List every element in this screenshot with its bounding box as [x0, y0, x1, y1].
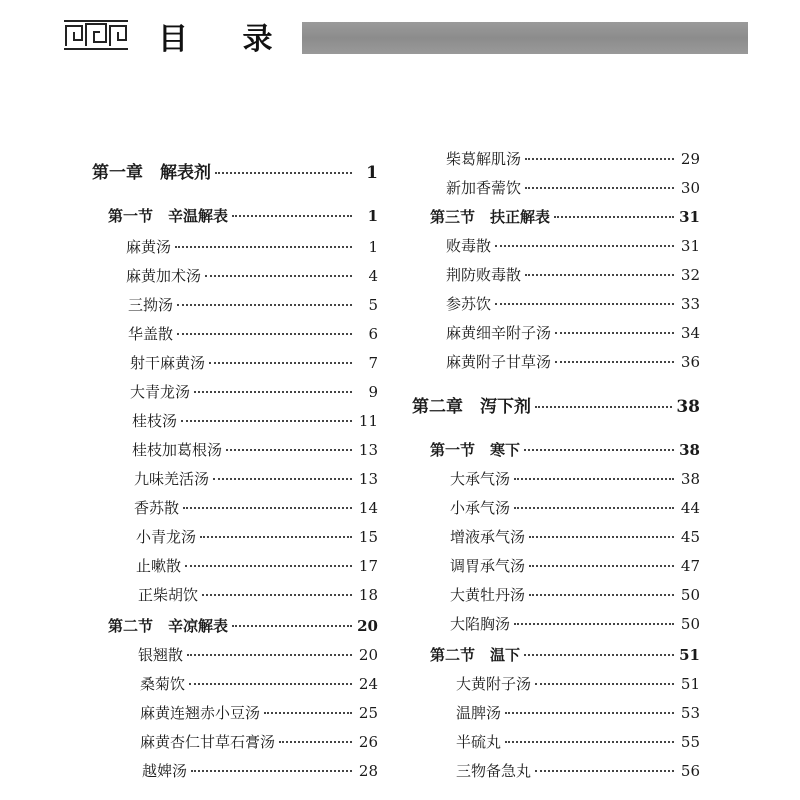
toc-item[interactable]: [456, 733, 700, 751]
toc-entry-page-number: 1: [366, 163, 378, 183]
toc-chapter[interactable]: [92, 164, 378, 182]
dot-leader: [554, 215, 674, 218]
toc-item[interactable]: [450, 557, 700, 575]
toc-item[interactable]: [138, 586, 378, 604]
dot-leader: [514, 477, 674, 480]
dot-leader: [215, 171, 352, 174]
dot-leader: [529, 593, 674, 596]
toc-item[interactable]: [446, 237, 700, 255]
dot-leader: [514, 506, 674, 509]
toc-entry-label: 大黄牡丹汤: [450, 586, 526, 604]
toc-entry-label: 麻黄加术汤: [126, 267, 202, 285]
dot-leader: [177, 332, 352, 335]
toc-entry-label: 小青龙汤: [136, 528, 197, 546]
dot-leader: [232, 624, 352, 627]
toc-entry-label: 调胃承气汤: [450, 557, 526, 575]
toc-item[interactable]: [140, 733, 378, 751]
toc-entry-label: 荆防败毒散: [446, 266, 522, 284]
dot-leader: [529, 535, 674, 538]
toc-entry-page-number: 34: [680, 324, 700, 342]
toc-entry-label: 第二节 温下: [430, 646, 521, 664]
toc-entry-page-number: 38: [679, 441, 700, 459]
toc-entry-page-number: 36: [680, 353, 700, 371]
toc-entry-label: 桂枝汤: [132, 412, 178, 430]
toc-entry-page-number: 28: [358, 762, 378, 780]
dot-leader: [525, 157, 674, 160]
toc-entry-page-number: 38: [676, 397, 700, 417]
toc-entry-page-number: 25: [358, 704, 378, 722]
toc-item[interactable]: [132, 441, 378, 459]
toc-item[interactable]: [456, 704, 700, 722]
toc-entry-label: 败毒散: [446, 237, 492, 255]
toc-entry-page-number: 13: [358, 470, 378, 488]
page-title: 目 录: [158, 22, 295, 57]
toc-entry-page-number: 50: [680, 586, 700, 604]
toc-item[interactable]: [130, 383, 378, 401]
toc-section[interactable]: [108, 207, 378, 225]
dot-leader: [279, 740, 352, 743]
dot-leader: [525, 273, 674, 276]
dot-leader: [181, 419, 352, 422]
dot-leader: [177, 303, 352, 306]
toc-entry-page-number: 14: [358, 499, 378, 517]
dot-leader: [495, 244, 674, 247]
toc-item[interactable]: [132, 412, 378, 430]
toc-entry-label: 华盖散: [128, 325, 174, 343]
dot-leader: [175, 245, 352, 248]
dot-leader: [194, 390, 352, 393]
toc-entry-page-number: 13: [358, 441, 378, 459]
toc-entry-page-number: 11: [358, 412, 378, 430]
toc-item[interactable]: [142, 762, 378, 780]
toc-entry-page-number: 18: [358, 586, 378, 604]
dot-leader: [505, 711, 674, 714]
toc-entry-page-number: 1: [367, 207, 378, 225]
page-header: [0, 0, 800, 80]
toc-entry-label: 第一章 解表剂: [92, 163, 211, 183]
toc-item[interactable]: [138, 646, 378, 664]
dot-leader: [205, 274, 352, 277]
toc-item[interactable]: [450, 586, 700, 604]
dot-leader: [183, 506, 352, 509]
toc-item[interactable]: [134, 499, 378, 517]
toc-entry-page-number: 30: [680, 179, 700, 197]
toc-item[interactable]: [446, 295, 700, 313]
toc-item[interactable]: [126, 267, 378, 285]
toc-section[interactable]: [430, 208, 700, 226]
toc-entry-label: 九味羌活汤: [134, 470, 210, 488]
toc-item[interactable]: [450, 615, 700, 633]
toc-item[interactable]: [450, 499, 700, 517]
toc-entry-label: 止嗽散: [136, 557, 182, 575]
toc-entry-label: 大承气汤: [450, 470, 511, 488]
dot-leader: [555, 360, 674, 363]
dot-leader: [529, 564, 674, 567]
toc-item[interactable]: [446, 150, 700, 168]
toc-entry-label: 温脾汤: [456, 704, 502, 722]
toc-entry-label: 第二节 辛凉解表: [108, 617, 229, 635]
toc-entry-label: 麻黄杏仁甘草石膏汤: [140, 733, 276, 751]
dot-leader: [495, 302, 674, 305]
toc-entry-label: 射干麻黄汤: [130, 354, 206, 372]
toc-item[interactable]: [456, 675, 700, 693]
decorative-logo-icon: [62, 18, 130, 52]
dot-leader: [525, 186, 674, 189]
toc-entry-label: 第二章 泻下剂: [412, 397, 531, 417]
toc-entry-label: 新加香薷饮: [446, 179, 522, 197]
toc-entry-page-number: 15: [358, 528, 378, 546]
toc-entry-page-number: 55: [680, 733, 700, 751]
dot-leader: [189, 682, 352, 685]
toc-item[interactable]: [446, 179, 700, 197]
toc-section[interactable]: [430, 441, 700, 459]
toc-entry-page-number: 26: [358, 733, 378, 751]
dot-leader: [535, 405, 672, 408]
toc-entry-label: 大青龙汤: [130, 383, 191, 401]
toc-entry-page-number: 29: [680, 150, 700, 168]
toc-entry-label: 三拗汤: [128, 296, 174, 314]
toc-entry-page-number: 6: [368, 325, 378, 343]
toc-item[interactable]: [128, 296, 378, 314]
toc-entry-label: 大黄附子汤: [456, 675, 532, 693]
toc-entry-label: 正柴胡饮: [138, 586, 199, 604]
dot-leader: [535, 769, 674, 772]
toc-entry-page-number: 1: [368, 238, 378, 256]
toc-entry-label: 桂枝加葛根汤: [132, 441, 223, 459]
toc-item[interactable]: [126, 238, 378, 256]
toc-item[interactable]: [446, 266, 700, 284]
dot-leader: [505, 740, 674, 743]
dot-leader: [535, 682, 674, 685]
toc-entry-label: 麻黄连翘赤小豆汤: [140, 704, 261, 722]
toc-item[interactable]: [446, 353, 700, 371]
toc-entry-label: 麻黄汤: [126, 238, 172, 256]
toc-entry-label: 半硫丸: [456, 733, 502, 751]
toc-section[interactable]: [108, 617, 378, 635]
toc-item[interactable]: [134, 470, 378, 488]
toc-item[interactable]: [450, 470, 700, 488]
toc-item[interactable]: [136, 557, 378, 575]
toc-item[interactable]: [136, 528, 378, 546]
dot-leader: [185, 564, 352, 567]
dot-leader: [524, 448, 674, 451]
dot-leader: [200, 535, 352, 538]
dot-leader: [209, 361, 352, 364]
dot-leader: [524, 653, 674, 656]
dot-leader: [555, 331, 674, 334]
dot-leader: [514, 622, 674, 625]
toc-entry-page-number: 45: [680, 528, 700, 546]
toc-entry-page-number: 20: [358, 646, 378, 664]
dot-leader: [264, 711, 352, 714]
toc-chapter[interactable]: [412, 398, 700, 416]
toc-entry-page-number: 44: [680, 499, 700, 517]
toc-item[interactable]: [130, 354, 378, 372]
toc-item[interactable]: [450, 528, 700, 546]
toc-entry-page-number: 4: [368, 267, 378, 285]
toc-entry-page-number: 31: [679, 208, 700, 226]
toc-entry-label: 柴葛解肌汤: [446, 150, 522, 168]
toc-entry-page-number: 24: [358, 675, 378, 693]
toc-entry-label: 大陷胸汤: [450, 615, 511, 633]
toc-entry-page-number: 50: [680, 615, 700, 633]
dot-leader: [213, 477, 352, 480]
toc-entry-page-number: 5: [368, 296, 378, 314]
toc-entry-page-number: 38: [680, 470, 700, 488]
toc-entry-page-number: 9: [368, 383, 378, 401]
toc-entry-page-number: 33: [680, 295, 700, 313]
toc-entry-label: 三物备急丸: [456, 762, 532, 780]
toc-entry-page-number: 56: [680, 762, 700, 780]
toc-item[interactable]: [456, 762, 700, 780]
toc-section[interactable]: [430, 646, 700, 664]
toc-entry-page-number: 47: [680, 557, 700, 575]
toc-entry-label: 参苏饮: [446, 295, 492, 313]
toc-entry-page-number: 17: [358, 557, 378, 575]
toc-entry-page-number: 51: [679, 646, 700, 664]
dot-leader: [226, 448, 352, 451]
toc-item[interactable]: [446, 324, 700, 342]
toc-entry-page-number: 20: [357, 617, 378, 635]
toc-entry-page-number: 51: [680, 675, 700, 693]
toc-entry-page-number: 7: [368, 354, 378, 372]
toc-entry-label: 越婢汤: [142, 762, 188, 780]
toc-entry-label: 桑菊饮: [140, 675, 186, 693]
toc-entry-label: 麻黄细辛附子汤: [446, 324, 552, 342]
toc-entry-page-number: 31: [680, 237, 700, 255]
toc-entry-label: 银翘散: [138, 646, 184, 664]
toc-entry-label: 第一节 辛温解表: [108, 207, 229, 225]
toc-item[interactable]: [140, 675, 378, 693]
toc-item[interactable]: [140, 704, 378, 722]
toc-entry-label: 增液承气汤: [450, 528, 526, 546]
dot-leader: [187, 653, 352, 656]
toc-item[interactable]: [128, 325, 378, 343]
dot-leader: [191, 769, 352, 772]
toc-entry-label: 小承气汤: [450, 499, 511, 517]
toc-entry-label: 第一节 寒下: [430, 441, 521, 459]
toc-entry-label: 第三节 扶正解表: [430, 208, 551, 226]
toc-entry-page-number: 32: [680, 266, 700, 284]
toc-entry-page-number: 53: [680, 704, 700, 722]
title-bar: [302, 22, 748, 54]
dot-leader: [232, 214, 352, 217]
dot-leader: [202, 593, 352, 596]
toc-entry-label: 麻黄附子甘草汤: [446, 353, 552, 371]
toc-entry-label: 香苏散: [134, 499, 180, 517]
